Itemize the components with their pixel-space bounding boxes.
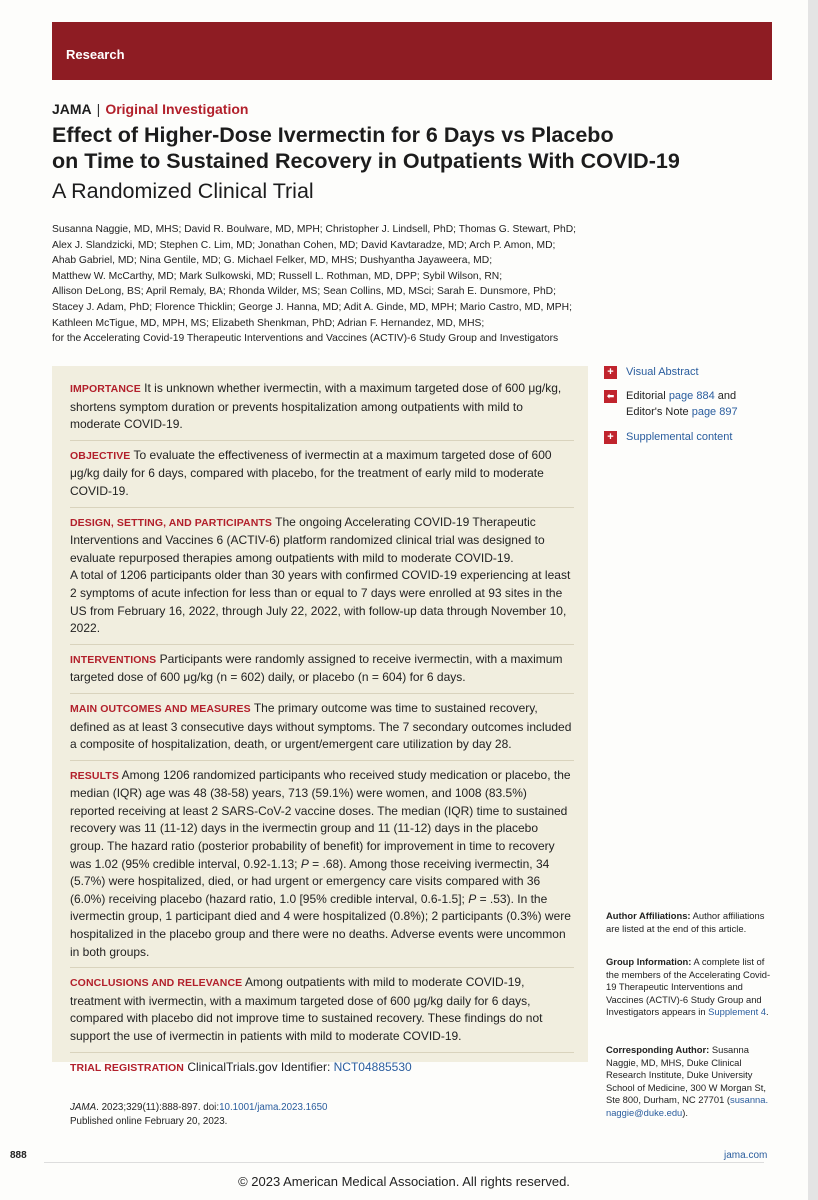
section-text: Among outpatients with mild to moderate COVID-19, treatment with ivermectin, with a maximum targeted dose of 600 μg/kg daily for 6 days, compared with placebo did not improve time to sustained recovery. These findings do not support the use of ivermectin in patients with mild to moderate COVID-19. [70, 975, 543, 1043]
abstract-results [70, 767, 574, 969]
abstract-registration [70, 1059, 574, 1084]
title-line: Effect of Higher-Dose Ivermectin for 6 Days vs Placebo [52, 123, 614, 147]
visual-abstract-label[interactable]: Visual Abstract [626, 366, 699, 378]
section-heading: MAIN OUTCOMES AND MEASURES [70, 702, 251, 715]
abstract-conclusions [70, 974, 574, 1052]
editorial-and: and [717, 390, 737, 402]
section-heading: IMPORTANCE [70, 383, 141, 395]
section-heading: INTERVENTIONS [70, 653, 157, 666]
author-line: Matthew W. McCarthy, MD; Mark Sulkowski, MD; Russell L. Rothman, MD, DPP; Sybil Wilson, RN; [52, 270, 503, 282]
author-line: Kathleen McTigue, MD, MPH, MS; Elizabeth Shenkman, PhD; Adrian F. Hernandez, MD, MHS; [52, 317, 485, 329]
trial-id-link[interactable]: NCT04885530 [333, 1059, 412, 1074]
article-title [52, 122, 772, 174]
corresponding-label: Corresponding Author: [606, 1044, 710, 1055]
citation [70, 1101, 327, 1128]
section-text: It is unknown whether ivermectin, with a maximum targeted dose of 600 μg/kg, shortens symptom duration or prevents hospitalization among outpatients with mild to moderate COVID-19. [70, 381, 562, 432]
section-text: Participants were randomly assigned to receive ivermectin, with a maximum targeted dose of 600 μg/kg (n = 602) daily, or placebo (n = 604) for 6 days. [70, 651, 563, 685]
editorial-page-link[interactable]: page 884 [668, 390, 715, 402]
article-subtitle: A Randomized Clinical Trial [52, 179, 314, 203]
doi-link[interactable]: 10.1001/jama.2023.1650 [219, 1102, 328, 1113]
section-text: = .68). Among those receiving ivermectin, 34 (5.7%) were hospitalized, died, or had urgent or emergency care visits compared with 36 (6.0%) receiving placebo (hazard ratio, 1.0 [95% credible interval, 0.6-1.5]; [70, 856, 550, 906]
plus-icon: + [604, 366, 617, 379]
abstract-design [70, 514, 574, 645]
affil-text: Author affiliations are listed at the end of this article. [606, 910, 765, 934]
page-number: 888 [10, 1150, 27, 1161]
email-link[interactable]: susanna. [730, 1094, 769, 1106]
author-line: Ahab Gabriel, MD; Nina Gentile, MD; G. Michael Felker, MD, MHS; Dushyantha Jayaweera, MD; [52, 255, 493, 267]
footer-divider [44, 1162, 764, 1163]
group-information [606, 956, 778, 1019]
author-line: Alex J. Slandzicki, MD; Stephen C. Lim, MD; Jonathan Cohen, MD; David Kavtaradze, MD; Arch P. Amon, MD; [52, 239, 556, 251]
supplement-link[interactable]: Supplement 4 [708, 1006, 767, 1018]
editors-note-page-link[interactable]: page 897 [691, 406, 738, 418]
next-page-edge [808, 0, 818, 1200]
p-value-label: P [300, 856, 309, 871]
affil-label: Author Affiliations: [606, 910, 691, 921]
section-heading: RESULTS [70, 769, 119, 782]
email-link-continued[interactable]: naggie@duke.edu [606, 1106, 683, 1118]
title-line: on Time to Sustained Recovery in Outpatients With COVID-19 [52, 149, 680, 173]
abstract-box [52, 366, 588, 1074]
abstract-interventions [70, 651, 574, 694]
copyright: © 2023 American Medical Association. All rights reserved. [238, 1174, 570, 1189]
section-text: To evaluate the effectiveness of ivermectin at a maximum targeted dose of 600 μg/kg daily for 6 days, compared with placebo, for the treatment of early mild to moderate COVID-19. [70, 447, 552, 498]
article-type: Original Investigation [105, 101, 249, 117]
citation-journal: JAMA [70, 1102, 97, 1113]
arrow-left-icon: ⬅ [604, 390, 617, 403]
abstract-importance [70, 380, 574, 441]
author-affiliations [606, 910, 778, 935]
section-heading: OBJECTIVE [70, 449, 131, 462]
author-line: Stacey J. Adam, PhD; Florence Thicklin; George J. Hanna, MD; Adit A. Ginde, MD, MPH; Mario Castro, MD, MPH; [52, 301, 572, 313]
plus-icon: + [604, 431, 617, 444]
group-text: A complete list of the members of the Accelerating Covid-19 Therapeutic Interventions and Vaccines (ACTIV)-6 Study Group and Investigators appears in [606, 956, 771, 1018]
author-line: for the Accelerating Covid-19 Therapeutic Interventions and Vaccines (ACTIV)-6 Study Group and Investigators [52, 333, 559, 345]
journal-name: JAMA [52, 101, 92, 117]
corresponding-text: Susanna Naggie, MD, MHS, Duke Clinical Research Institute, Duke University School of Medicine, 300 W Morgan St, Ste 800, Durham, NC 27701 ( [606, 1044, 766, 1106]
header-separator: | [96, 101, 101, 117]
section-banner [52, 22, 772, 80]
section-text-continued: A total of 1206 participants older than 30 years with confirmed COVID-19 experiencing at least 2 symptoms of acute infection for less than or equal to 7 days were enrolled at 93 sites in the US from February 16, 2022, through July 22, 2022, with follow-up data through November 10, 2022. [70, 568, 571, 636]
editorial-label: Editorial [626, 390, 666, 402]
supplemental-label[interactable]: Supplemental content [626, 431, 733, 443]
author-line: Susanna Naggie, MD, MHS; David R. Boulware, MD, MPH; Christopher J. Lindsell, PhD; Thomas G. Stewart, PhD; [52, 224, 576, 235]
corresponding-author [606, 1044, 778, 1120]
section-heading: TRIAL REGISTRATION [70, 1061, 184, 1074]
site-link[interactable]: jama.com [724, 1150, 768, 1161]
section-label: Research [66, 47, 125, 62]
p-value-label: P [468, 891, 477, 906]
section-heading: DESIGN, SETTING, AND PARTICIPANTS [70, 516, 273, 529]
abstract-outcomes [70, 700, 574, 761]
citation-ref: . 2023;329(11):888-897. doi: [96, 1102, 220, 1113]
author-line: Allison DeLong, BS; April Remaly, BA; Rhonda Wilder, MS; Sean Collins, MD, MSci; Sarah E. Dunsmore, PhD; [52, 286, 556, 298]
group-label: Group Information: [606, 956, 692, 967]
section-text: Among 1206 randomized participants who received study medication or placebo, the median (IQR) age was 48 (38-58) years, 713 (59.1%) were women, and 1008 (83.5%) reported receiving at least 2 SARS-CoV-2 vaccine doses. The median (IQR) time to sustained recovery was 11 (11-12) days in the ivermectin group and 11 (11-12) days in the placebo group. The hazard ratio (posterior probability of benefit) for improvement in time to recovery was 1.02 (95% credible interval, 0.92-1.13; [70, 767, 571, 871]
section-text: The ongoing Accelerating COVID-19 Therapeutic Interventions and Vaccines 6 (ACTIV-6) platform randomized clinical trial was designed to evaluate repurposed therapies among outpatients with mild to moderate COVID-19. [70, 514, 545, 565]
editors-note-label: Editor's Note [626, 406, 689, 418]
abstract-objective [70, 447, 574, 508]
section-text: = .53). In the ivermectin group, 1 participant died and 4 were hospitalized (0.8%); 2 participants (0.3%) were hospitalized in the placebo group and there were no deaths. Adverse events were uncommon in both groups. [70, 891, 571, 959]
section-heading: CONCLUSIONS AND RELEVANCE [70, 977, 243, 990]
published-date: Published online February 20, 2023. [70, 1115, 228, 1127]
section-text: ClinicalTrials.gov Identifier: [187, 1059, 331, 1074]
group-end: . [766, 1006, 769, 1018]
section-text: The primary outcome was time to sustained recovery, defined as at least 3 consecutive days without symptoms. The 7 secondary outcomes included a composite of hospitalization, death, or urgent/emergent care utilization by day 28. [70, 700, 572, 752]
author-list [52, 222, 612, 347]
journal-header [52, 101, 248, 117]
corresponding-end: ). [682, 1106, 688, 1118]
